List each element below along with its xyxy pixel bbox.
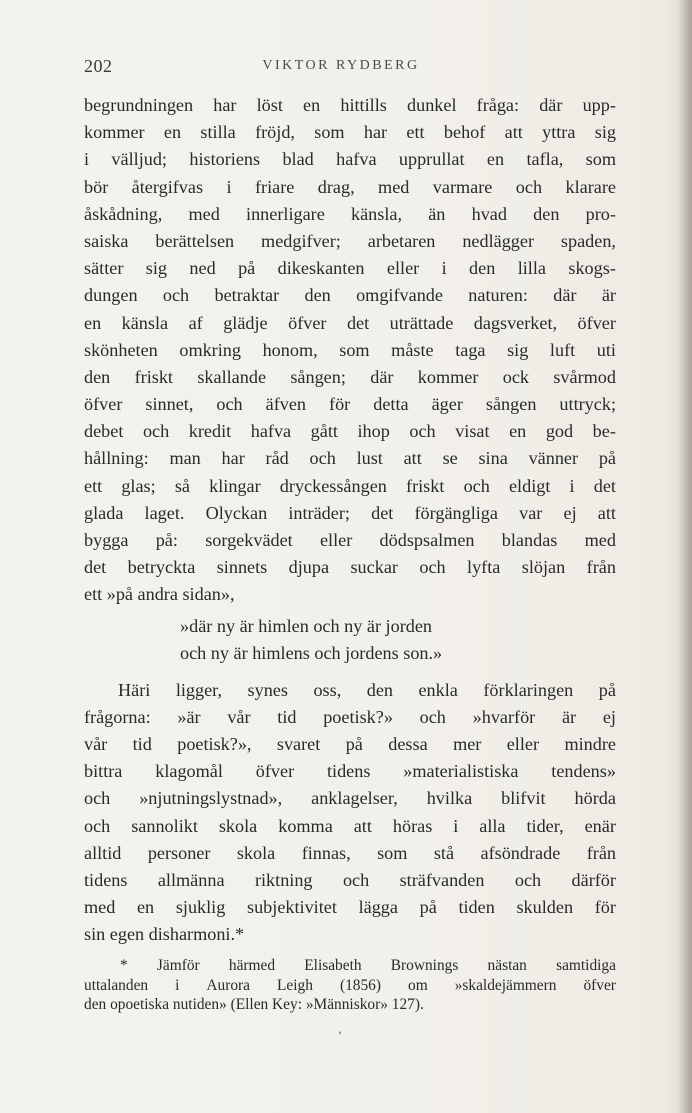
- paragraph-1: [84, 92, 616, 609]
- page-edge-shadow: [678, 0, 692, 1113]
- text-line: glada laget. Olyckan inträder; det förgängliga var ej att: [84, 502, 616, 523]
- text-line: Häri ligger, synes oss, den enkla förklaringen på: [118, 679, 616, 700]
- text-line: frågorna: »är vår tid poetisk?» och »hvarför är ej: [84, 706, 616, 727]
- running-title: VIKTOR RYDBERG: [262, 58, 420, 73]
- text-line: ett glas; så klingar dryckessången friskt och eldigt i det: [84, 475, 616, 496]
- page-number: 202: [84, 56, 113, 76]
- text-line: öfver sinnet, och äfven för detta äger sången uttryck;: [84, 394, 616, 415]
- text-line: uttalanden i Aurora Leigh (1856) om »skaldejämmern öfver: [84, 976, 616, 994]
- body-text: [84, 92, 616, 948]
- text-line: ett »på andra sidan»,: [84, 584, 235, 605]
- text-line: den friskt skallande sången; där kommer ock svårmod: [84, 366, 616, 387]
- page-header: [84, 56, 598, 80]
- poem-line: och ny är himlens och jordens son.»: [180, 643, 443, 664]
- text-line: debet och kredit hafva gått ihop och visat en god be-: [84, 421, 616, 442]
- text-line: det betryckta sinnets djupa suckar och lyfta slöjan från: [84, 557, 616, 578]
- text-line: dungen och betraktar den omgifvande naturen: där är: [84, 285, 616, 306]
- text-line: åskådning, med innerligare känsla, än hvad den pro-: [84, 203, 616, 224]
- text-line: begrundningen har löst en hittills dunkel fråga: där upp-: [84, 95, 616, 115]
- text-line: bygga på: sorgekvädet eller dödspsalmen blandas med: [84, 530, 616, 550]
- text-line: bittra klagomål öfver tidens »materialistiska tendens»: [84, 761, 616, 782]
- text-line: sätter sig ned på dikeskanten eller i den lilla skogs-: [84, 258, 616, 279]
- text-line: kommer en stilla fröjd, som har ett behof att yttra sig: [84, 122, 616, 143]
- text-line: den opoetiska nutiden» (Ellen Key: »Människor» 127).: [84, 996, 424, 1013]
- text-line: saiska berättelsen medgifver; arbetaren nedlägger spaden,: [84, 230, 616, 251]
- text-line: alltid personer skola finnas, som stå afsöndrade från: [84, 842, 616, 863]
- footnote: [84, 956, 616, 1015]
- text-line: bör återgifvas i friare drag, med varmare och klarare: [84, 176, 616, 197]
- text-line: * Jämför härmed Elisabeth Brownings nästan samtidiga: [120, 957, 616, 974]
- text-line: i välljud; historiens blad hafva upprullat en tafla, som: [84, 149, 616, 170]
- poem-quote: [84, 613, 616, 668]
- text-line: och »njutningslystnad», anklagelser, hvilka blifvit hörda: [84, 788, 616, 809]
- text-line: en känsla af glädje öfver det uträttade dagsverket, öfver: [84, 312, 616, 333]
- text-line: och sannolikt skola komma att höras i alla tider, enär: [84, 815, 616, 836]
- text-line: tidens allmänna riktning och sträfvanden och därför: [84, 869, 616, 890]
- text-line: med en sjuklig subjektivitet lägga på tiden skulden för: [84, 897, 616, 918]
- text-line: sin egen disharmoni.*: [84, 924, 245, 945]
- text-line: vår tid poetisk?», svaret på dessa mer eller mindre: [84, 733, 616, 754]
- text-line: skönheten omkring honom, som måste taga sig luft uti: [84, 339, 616, 360]
- text-line: hållning: man har råd och lust att se sina vänner på: [84, 448, 616, 469]
- poem-line: »där ny är himlen och ny är jorden: [180, 615, 433, 636]
- paragraph-2: [84, 677, 616, 949]
- stray-mark: ’: [338, 1028, 342, 1042]
